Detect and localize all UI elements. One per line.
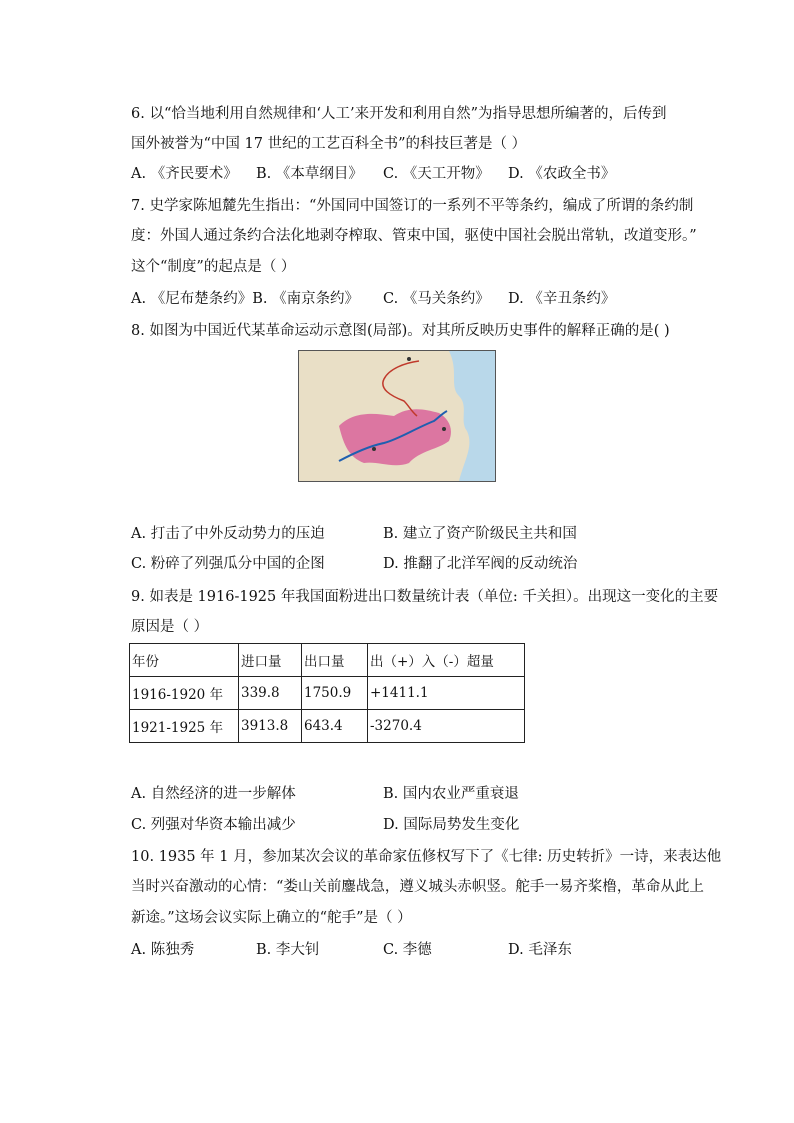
table-cell: +1411.1 (368, 677, 525, 710)
table-header-cell: 进口量 (239, 644, 302, 677)
table-row (130, 677, 525, 710)
q10-line3: 新途。”这场会议实际上确立的“舵手”是（ ） (131, 910, 412, 926)
q7-line3: 这个“制度”的起点是（ ） (131, 259, 296, 275)
table-cell: 643.4 (302, 710, 368, 743)
table-cell: 1916-1920 年 (130, 677, 239, 710)
table-row (130, 710, 525, 743)
q8-option-d: D. 推翻了北洋军阀的反动统治 (383, 556, 578, 572)
table-header-cell: 出口量 (302, 644, 368, 677)
q6-option-d: D. 《农政全书》 (508, 166, 616, 182)
table-header-cell: 年份 (130, 644, 239, 677)
q8-option-b: B. 建立了资产阶级民主共和国 (383, 526, 577, 542)
table-header-cell: 出（+）入（-）超量 (368, 644, 525, 677)
q6-line2: 国外被誉为“中国 17 世纪的工艺百科全书”的科技巨著是（ ） (131, 136, 527, 152)
q10-option-b: B. 李大钊 (256, 942, 320, 958)
q10-line1: 10. 1935 年 1 月，参加某次会议的革命家伍修权写下了《七律: 历史转折》一诗，来表达他 (131, 849, 722, 865)
q8-option-c: C. 粉碎了列强瓜分中国的企图 (131, 556, 325, 572)
q6-option-c: C. 《天工开物》 (383, 166, 490, 182)
map-graphic (299, 351, 495, 481)
q10-option-d: D. 毛泽东 (508, 942, 572, 958)
table-cell: 1921-1925 年 (130, 710, 239, 743)
q7-option-c: C. 《马关条约》 (383, 291, 490, 307)
q7-option-ab: A. 《尼布楚条约》B. 《南京条约》 (131, 291, 360, 307)
q7-option-d: D. 《辛丑条约》 (508, 291, 616, 307)
q8-line1: 8. 如图为中国近代某革命运动示意图(局部)。对其所反映历史事件的解释正确的是( ) (131, 323, 670, 339)
q6-line1: 6. 以“恰当地利用自然规律和‘人工’来开发和利用自然”为指导思想所编著的，后传到 (131, 106, 667, 122)
table-cell: 339.8 (239, 677, 302, 710)
revolution-route-map (298, 350, 496, 482)
q7-line1: 7. 史学家陈旭麓先生指出：“外国同中国签订的一系列不平等条约，编成了所谓的条约制 (131, 198, 694, 214)
q9-option-c: C. 列强对华资本输出减少 (131, 817, 296, 833)
q7-line2: 度：外国人通过条约合法化地剥夺榨取、管束中国，驱使中国社会脱出常轨，改道变形。” (131, 228, 697, 244)
q9-option-b: B. 国内农业严重衰退 (383, 786, 519, 802)
q8-option-a: A. 打击了中外反动势力的压迫 (131, 526, 325, 542)
table-cell: 3913.8 (239, 710, 302, 743)
q6-option-a: A. 《齐民要术》 (131, 166, 238, 182)
q6-option-b: B. 《本草纲目》 (256, 166, 363, 182)
q10-line2: 当时兴奋激动的心情：“娄山关前鏖战急，遵义城头赤帜竖。舵手一易齐桨橹，革命从此上 (131, 879, 704, 895)
table-cell: 1750.9 (302, 677, 368, 710)
q10-option-a: A. 陈独秀 (131, 942, 195, 958)
q10-option-c: C. 李德 (383, 942, 432, 958)
q9-option-a: A. 自然经济的进一步解体 (131, 786, 296, 802)
table-cell: -3270.4 (368, 710, 525, 743)
q9-option-d: D. 国际局势发生变化 (383, 817, 520, 833)
q9-line1: 9. 如表是 1916-1925 年我国面粉进出口数量统计表（单位: 千关担）。出现这一变化的主要 (131, 589, 719, 605)
q9-line2: 原因是（ ） (131, 619, 209, 635)
table-header-row (130, 644, 525, 677)
flour-trade-table (129, 643, 525, 743)
